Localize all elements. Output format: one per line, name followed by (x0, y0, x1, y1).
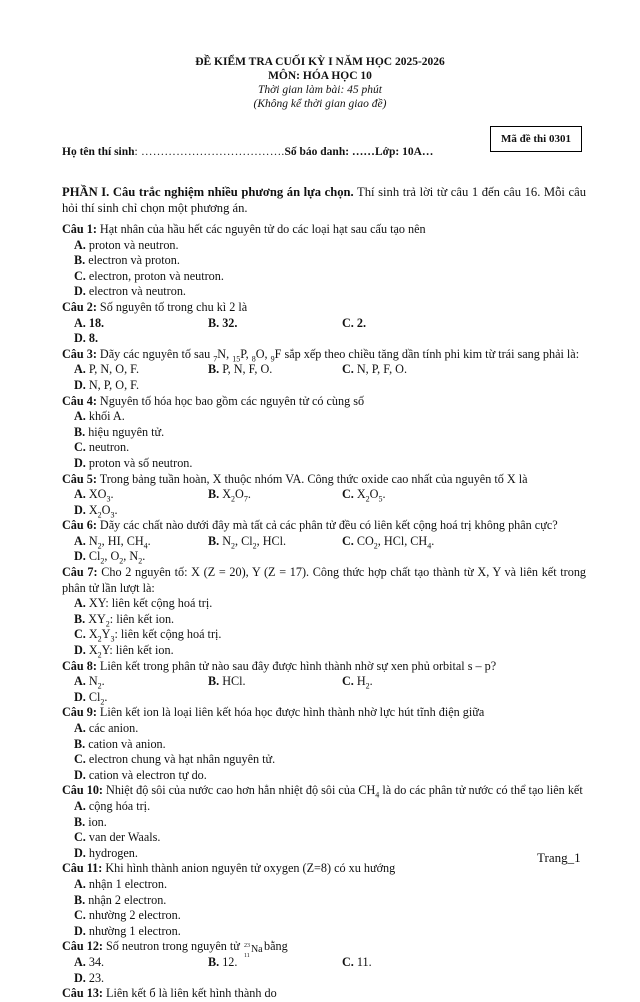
question-label: Câu 7: (62, 565, 98, 580)
question-label: Câu 13: (62, 986, 103, 1001)
option-a: A. 18. (74, 315, 105, 330)
options-7 (62, 596, 586, 658)
question-label: Câu 3: (62, 346, 97, 361)
question-8 (62, 659, 586, 675)
exam-title: ĐỀ KIỂM TRA CUỐI KỲ I NĂM HỌC 2025-2026 (195, 56, 445, 68)
option-c: C. $H_2$. (342, 674, 373, 691)
exam-note: (Không kể thời gian giao đề) (253, 98, 387, 110)
option-a: A. 34. (74, 954, 105, 969)
option-b: B. $XY_2$: liên kết ion. (74, 611, 175, 629)
questions (62, 184, 586, 1002)
question-7 (62, 565, 586, 596)
question-text: Nguyên tố hóa học bao gồm các nguyên tử có cùng số (96, 393, 365, 408)
id-label: Số báo danh: …… (284, 146, 375, 158)
question-label: Câu 9: (62, 705, 97, 720)
option-c: C. $CO_2$, HCl, $CH_4$. (342, 533, 435, 551)
question-text: Liên kết б là liên kết hình thành do (102, 986, 277, 1001)
options-6 (62, 534, 586, 565)
options-2 (62, 316, 586, 347)
options-11 (62, 877, 586, 939)
option-d: D. electron và neutron. (74, 284, 186, 299)
class-label: Lớp: 10A… (374, 146, 434, 158)
question-5 (62, 472, 586, 488)
option-c: C. $X_2O_5$. (342, 487, 386, 504)
option-d: D. $Cl_2$. (74, 689, 108, 707)
option-a: A. proton và neutron. (74, 237, 179, 252)
option-a: A. khối A. (74, 409, 125, 424)
option-b: B. 12. (208, 954, 238, 969)
option-d: D. proton và số neutron. (74, 455, 193, 470)
question-label: Câu 1: (62, 222, 97, 236)
question-9 (62, 705, 586, 721)
question-label: Câu 12: (62, 939, 103, 954)
question-4 (62, 394, 586, 410)
options-4 (62, 409, 586, 471)
question-11 (62, 861, 586, 877)
sodium-nuclide-symbol: 23 11 Na (243, 942, 263, 959)
option-c: C. neutron. (74, 440, 130, 455)
option-d: D. hydrogen. (74, 845, 138, 860)
question-10: Câu 10: Nhiệt độ sôi của nước cao hơn hẳn nhiệt độ sôi của $CH_4$ là do các phân tử nước có thể tạo liên kết (62, 783, 583, 800)
option-a: A. nhận 1 electron. (74, 876, 168, 891)
option-d: D. $X_2O_3$. (74, 502, 118, 520)
option-b: B. P, N, F, O. (208, 362, 273, 377)
option-c: C. 2. (342, 315, 366, 330)
question-3: Câu 3: Dãy các nguyên tố sau $_7$N, $_{15}$P, $_8$O, $_9$F sắp xếp theo chiều tăng dần tính phi kim từ trái sang phải là: (62, 346, 580, 364)
question-2 (62, 300, 586, 316)
option-d: D. 23. (74, 970, 105, 985)
part-heading (62, 184, 586, 216)
question-label: Câu 6: (62, 518, 97, 533)
question-1 (62, 222, 586, 238)
part-title: PHẦN I. Câu trắc nghiệm nhiều phương án lựa chọn. (62, 185, 354, 199)
part-instruction: Thí sinh trả lời từ câu 1 đến câu 16. Mỗi câu hỏi thí sinh chỉ chọn một phương án. (62, 185, 586, 215)
option-d: D. $Cl_2$, $O_2$, $N_2$. (74, 549, 146, 566)
option-b: B. HCl. (208, 674, 246, 689)
question-text: Cho 2 nguyên tố: X (Z = 20), Y (Z = 17). Công thức hợp chất tạo thành từ X, Y và liên kết trong phân tử lần lượt là: (62, 565, 587, 595)
option-b: B. ion. (74, 814, 107, 829)
option-a: A. $N_2$. (74, 674, 105, 691)
name-dots: : ………………………………. (134, 146, 285, 158)
question-label: Câu 11: (62, 861, 103, 876)
option-d: D. $X_2Y$: liên kết ion. (74, 643, 174, 660)
options-5 (62, 487, 586, 518)
option-b: B. $N_2$, $Cl_2$, HCl. (208, 533, 287, 551)
option-c: C. N, P, F, O. (342, 362, 408, 377)
option-a: A. P, N, O, F. (74, 362, 140, 377)
option-b: B. $X_2O_7$. (208, 487, 251, 504)
question-label: Câu 5: (62, 471, 97, 486)
option-b: B. 32. (208, 315, 238, 330)
option-b: B. electron và proton. (74, 253, 180, 268)
option-a: A. các anion. (74, 721, 139, 735)
name-label: Họ tên thí sinh (62, 146, 135, 158)
option-c: C. nhường 2 electron. (74, 908, 181, 923)
question-label: Câu 2: (62, 299, 97, 314)
question-6 (62, 518, 586, 534)
option-c: C. van der Waals. (74, 830, 161, 845)
options-9 (62, 721, 586, 783)
exam-subject: MÔN: HÓA HỌC 10 (268, 70, 372, 82)
question-text: Trong bảng tuần hoàn, X thuộc nhóm VA. Công thức oxide cao nhất của nguyên tố X là (96, 471, 528, 486)
question-label: Câu 4: (62, 393, 97, 408)
options-3 (62, 362, 586, 393)
option-c: C. $X_2Y_3$: liên kết cộng hoá trị. (74, 627, 222, 644)
option-b: B. nhận 2 electron. (74, 892, 167, 907)
option-a: A. $XO_3$. (74, 487, 114, 504)
option-d: D. nhường 1 electron. (74, 923, 181, 938)
option-a: A. $N_2$, HI, $CH_4$. (74, 533, 151, 551)
question-text: Hạt nhân của hầu hết các nguyên tử do các loại hạt sau cấu tạo nên (96, 222, 426, 236)
question-text: Khi hình thành anion nguyên tử oxygen (Z=8) có xu hướng (102, 861, 396, 876)
question-label: Câu 8: (62, 658, 97, 673)
student-info-line (62, 146, 433, 158)
question-label: Câu 10: (62, 783, 103, 798)
exam-code-box: Mã đề thi 0301 (490, 126, 582, 152)
page-number: Trang_1 (537, 850, 581, 865)
option-c: C. electron chung và hạt nhân nguyên tử. (74, 752, 276, 767)
option-a: A. cộng hóa trị. (74, 798, 151, 813)
question-text: Số nguyên tố trong chu kì 2 là (96, 299, 248, 314)
option-d: D. N, P, O, F. (74, 377, 140, 392)
question-12: Câu 12: Số neutron trong nguyên tử 23 11 Na bằng (62, 939, 288, 959)
option-d: D. 8. (74, 331, 98, 346)
options-12 (62, 955, 586, 986)
options-8 (62, 674, 586, 705)
exam-time: Thời gian làm bài: 45 phút (257, 84, 383, 96)
options-10 (62, 799, 586, 861)
option-a: A. XY: liên kết cộng hoá trị. (74, 596, 213, 611)
option-c: C. electron, proton và neutron. (74, 268, 224, 283)
option-d: D. cation và electron tự do. (74, 767, 207, 782)
question-text: Liên kết ion là loại liên kết hóa học được hình thành nhờ lực hút tĩnh điện giữa (96, 705, 485, 720)
option-b: B. cation và anion. (74, 736, 166, 751)
option-b: B. hiệu nguyên tử. (74, 424, 165, 439)
question-text: Liên kết trong phân tử nào sau đây được hình thành nhờ sự xen phủ orbital s – p? (96, 658, 497, 673)
option-c: C. 11. (342, 954, 372, 969)
options-1 (62, 238, 586, 300)
question-13 (62, 986, 586, 1002)
question-text: Dãy các chất nào dưới đây mà tất cả các phân tử đều có liên kết cộng hoá trị không phân cực? (96, 518, 558, 533)
